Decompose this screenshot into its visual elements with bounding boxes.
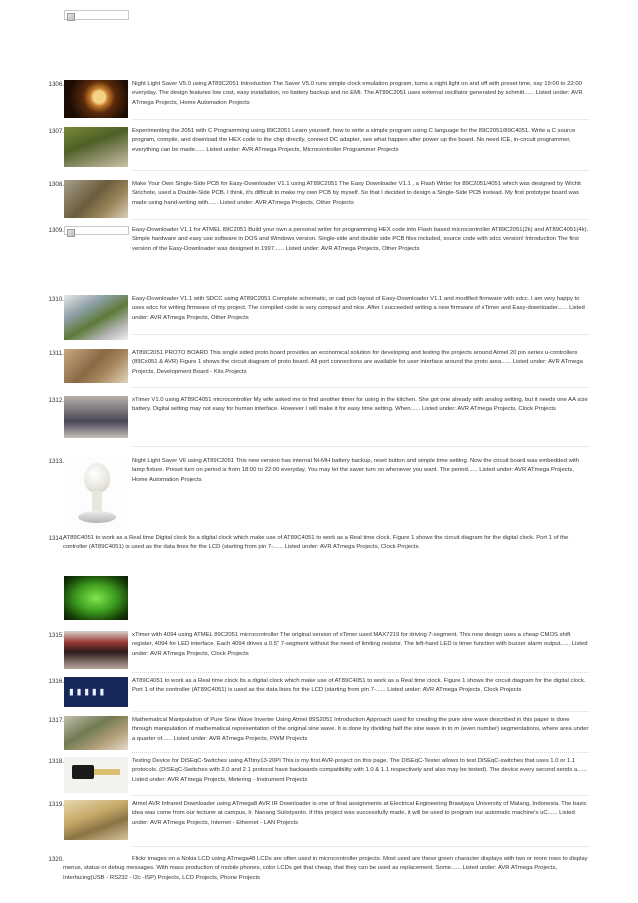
item-description: AT89C4051 to work as a Real time Digital clock Its a digital clock which make use of AT89C4051 to work as a Real time clock. Figure 1 shows the circuit diagram for the digital clock. Port 1 of the controller (AT89C4051) is used as the data lines for the LCD (starting from pin 7-...... Listed under: AVR ATmega Projects, Clock Projects: [63, 535, 569, 551]
item-description: Atmel AVR Infrared Downloader using ATmega8 AVR IR Downloader is one of final assignments at Electrical Engineering Brawijaya University of Malang, Indonesia. The basic idea was come from our lecturer at campus, Ir. Nanang Sulistyanto. If this project was successfully made, it will be used to program our automatic machine's uC...... Listed under: AVR ATmega Projects, Internet - Ethernet - LAN Projects: [132, 801, 587, 826]
item-description: xTimer V1.0 using AT89C4051 microcontroller My wife asked me to find another timer for using in the kitchen. She got one already with analog setting, but it needs one AA size battery. Digital setting may not easy for human interface. However I will make it for easy time setting. When...... Listed under: AVR ATmega Projects, Clock Projects: [132, 397, 588, 413]
thumbnail-image: [64, 800, 128, 840]
item-description: xTimer with 4094 using ATMEL 89C2051 microcontroller The original version of xTimer used MAX7219 for driving 7-segment. This new design uses a cheap CMOS shift register, 4094 for LED interface. Each 4094 drives a 0.5" 7-segment without the need of limiting resistor. The left-hand LED is timer function with buzzer alarm output...... Listed under: AVR ATmega Projects, Clock Projects: [132, 632, 588, 657]
lcd-display-image: [64, 576, 128, 620]
thumbnail-image: [64, 631, 128, 669]
divider: [132, 334, 589, 335]
divider: [132, 846, 589, 847]
item-description: Testing Device for DiSEqC-Switches using ATtiny13-20PI This is my first AVR-project on this page. The DiSEqC-Tester allows to test DiSEqC-switches that uses 1.0 or 1.1 protocols. (DiSEqC-Switches with 2.0 and 2.1 protocol have backwards compatibility with 1.0 & 1.1 respectively and also may be tested). The device every second sends a...... Listed under: AVR ATmega Projects, Metering - Instrument Projects: [132, 758, 588, 783]
thumbnail-image: [64, 295, 128, 340]
item-description: Make Your Own Single-Side PCB for Easy-Downloader V1.1 using AT89C2051 The Easy Downloader V1.1 , a Flash Writer for 89C2051/4051 which was designed by Wichit Sirichote, used a Double-Side PCB. I think, it's difficult to make my own PCB by myself. So that I decided to design a Single-Side PCB instead. My first prototype board was made using hand-writing with...... Listed under: AVR ATmega Projects, Other Projects: [132, 181, 581, 206]
divider: [132, 711, 589, 712]
item-number: 1311.: [48, 350, 64, 357]
broken-thumbnail-image: [64, 226, 129, 235]
item-number: 1309.: [48, 227, 64, 234]
item-number: 1320.: [48, 856, 64, 863]
item-description: Mathematical Manipulation of Pure Sine Wave Inverter Using Atmel 89S2051 Introduction Approach used for creating the pure sine wave described in this paper is done through manipulation of mathematical representation of the original sine wave. It is done by dividing half the sine wave in to m (even number) segmentations, where area under a quarter of...... Listed under: AVR ATmega Projects, PWM Projects: [132, 717, 589, 742]
item-number: 1310.: [48, 296, 64, 303]
item-description: AT89C2051 PROTO BOARD This single sided proto board provides an economical solution for developing and testing the projects around Atmel 20 pin series u-controllers (89Cx051 & AVR) Figure 1 shows the circuit diagram of proto board. All port connections are available for user interface around the proto area...... Listed under: AVR ATmega Projects, Development Board - Kits Projects: [132, 350, 583, 375]
item-description: Experimenting the 2051 with C Programming using 89C2051 Learn yourself, how to write a simple program using C language for the 89C2051/89C4051. Write a C source program, compile, and download the HEX code to the chip directly, connect DC adapter, see what happen after power up the board. No need ICE, in-circuit programmer, everything can be made...... Listed under: AVR ATmega Projects, Microcontroller Programmer Projects: [132, 128, 576, 153]
item-number: 1319.: [48, 801, 64, 808]
divider: [132, 752, 589, 753]
item-number: 1312.: [48, 397, 64, 404]
item-description: Night Light Saver V5.0 using AT89C2051 Introduction The Saver V5.0 runs simple clock emulation program, turns a night light on and off with preset time, say 19:00 to 22:00 everyday. The design features low cost, easy installation, no battery backup and no EMI. The AT89C2051 uses external oscillator generated by schmitt...... Listed under: AVR ATmega Projects, Home Automation Projects: [132, 81, 583, 106]
divider: [132, 387, 589, 388]
thumbnail-image: [64, 349, 128, 383]
item-number: 1313.: [48, 458, 64, 465]
item-number: 1315.: [48, 632, 64, 639]
thumbnail-image: [64, 396, 128, 438]
thumbnail-image: [64, 80, 128, 118]
divider: [132, 119, 589, 120]
thumbnail-image: ▮▮▮▮▮: [64, 677, 128, 707]
thumbnail-image: [64, 180, 128, 218]
divider: [132, 170, 589, 171]
thumbnail-image: [64, 457, 128, 529]
thumbnail-image: [64, 127, 128, 167]
item-description: AT89C4051 to work as a Real time clock Its a digital clock which make use of AT89C4051 to work as a Real time clock. Figure 1 shows the circuit diagram for the digital clock. Port 1 of the controller (AT89C4051) is used as the data lines for the LCD (starting from pin 7-...... Listed under: AVR ATmega Projects, Clock Projects: [132, 678, 586, 694]
item-number: 1316.: [48, 678, 64, 685]
item-number: 1317.: [48, 717, 64, 724]
broken-image-header: [64, 10, 129, 20]
item-description: Easy-Downloader V1.1 with SDCC using AT89C2051 Complete schematic, or cad pcb layout of Easy-Downloader V1.1 and modified firmware with sdcc. I am very happy to uses sdcc for writing firmware of my project. The compiled code is very compact and nice. After I succeeded writing a new firmware of xTimer and Easy-downloader...... Listed under: AVR ATmega Projects, Other Projects: [132, 296, 585, 321]
divider: [132, 672, 589, 673]
divider: [132, 446, 589, 447]
thumbnail-image: [64, 716, 128, 750]
divider: [132, 219, 589, 220]
item-number: 1307.: [48, 128, 64, 135]
item-description: Easy-Downloader V1.1 for ATMEL 89C2051 Build your own a personal writer for programming HEX code into Flash based microcontroller AT89C2051(2k) and AT89C4051(4k). Simple hardware and easy use software in DOS and Windows version. Single-side and double side PCB files included, source code with sdcc version! Introduction The first version of the Easy-Downloader was designed in 1997...... Listed under: AVR ATmega Projects, Other Projects: [132, 227, 589, 252]
item-number: 1314.: [48, 535, 64, 542]
item-number: 1308.: [48, 181, 64, 188]
thumbnail-image: [64, 757, 128, 793]
item-number: 1306.: [48, 81, 64, 88]
item-number: 1318.: [48, 758, 64, 765]
item-description: Flickr images on a Nokia LCD using ATmega48 LCDs are often used in microcontroller projects. Most used are these green character displays with two or more rows to display menus, status or debug messages. With mass production of mobile phones, color LCDs get that cheap, that they can be used as replacement. Some...... Listed under: AVR ATmega Projects, Interfacing(USB - RS232 - I2c -ISP) Projects, LCD Projects, Phone Projects: [63, 856, 588, 881]
item-description: Night Light Saver V6 using AT89C2051 This new version has internal Ni-MH battery backup, reset button and simple time setting. Now the circuit board was embedded with lamp fixture. Preset turn on period is from 18:00 to 22:00 everyday. You may let the saver turn on whenever you want. The period...... Listed under: AVR ATmega Projects, Home Automation Projects: [132, 458, 580, 483]
divider: [132, 795, 589, 796]
